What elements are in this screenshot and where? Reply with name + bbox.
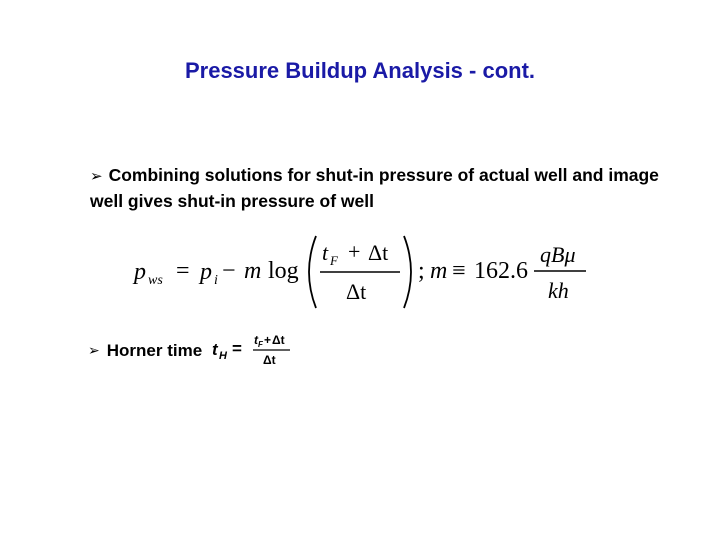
eq-equals: = [176, 258, 190, 284]
horner-equals: = [232, 339, 243, 358]
horner-num-t: t [254, 333, 259, 347]
horner-t: t [212, 340, 218, 359]
horner-num-sub: F [258, 340, 264, 349]
eq-right-paren [404, 236, 411, 308]
eq-lhs-sub: ws [148, 273, 163, 288]
horner-t-sub: H [219, 350, 228, 362]
eq-den: Δt [346, 279, 367, 304]
eq-semicolon: ; [418, 258, 425, 284]
shut-in-pressure-equation [128, 232, 598, 312]
eq-minus: − [222, 258, 236, 284]
eq-left-paren [309, 236, 316, 308]
eq-num-t: t [322, 240, 329, 265]
eq-log: log [268, 258, 299, 284]
bullet-combining-solutions [90, 163, 690, 214]
eq-coef-num: qBμ [540, 242, 576, 267]
eq-lhs-p: p [134, 259, 146, 285]
eq-pi-sub: i [214, 273, 218, 288]
eq-pi: p [200, 259, 212, 285]
eq-num-sub: F [330, 253, 338, 268]
eq-m2: m [430, 258, 448, 284]
bullet-horner-time [88, 330, 300, 372]
horner-den: Δt [263, 353, 276, 367]
horner-num-plus: + [264, 333, 272, 347]
horner-time-label: Horner time [106, 341, 203, 360]
arrow-bullet-icon: ➢ [88, 343, 100, 359]
eq-num-plus: + [348, 239, 361, 264]
eq-equiv: ≡ [452, 258, 466, 284]
horner-time-equation [210, 330, 300, 372]
eq-m: m [244, 258, 262, 284]
eq-constant: 162.6 [474, 258, 528, 284]
eq-coef-den: kh [548, 278, 569, 303]
horner-num-dt: Δt [272, 333, 285, 347]
slide-title: Pressure Buildup Analysis - cont. [184, 58, 536, 83]
arrow-bullet-icon: ➢ [90, 167, 103, 185]
eq-num-dt: Δt [368, 240, 389, 265]
bullet-text: Combining solutions for shut-in pressure of actual well and image well gives shut-in pressure of well [90, 165, 659, 211]
